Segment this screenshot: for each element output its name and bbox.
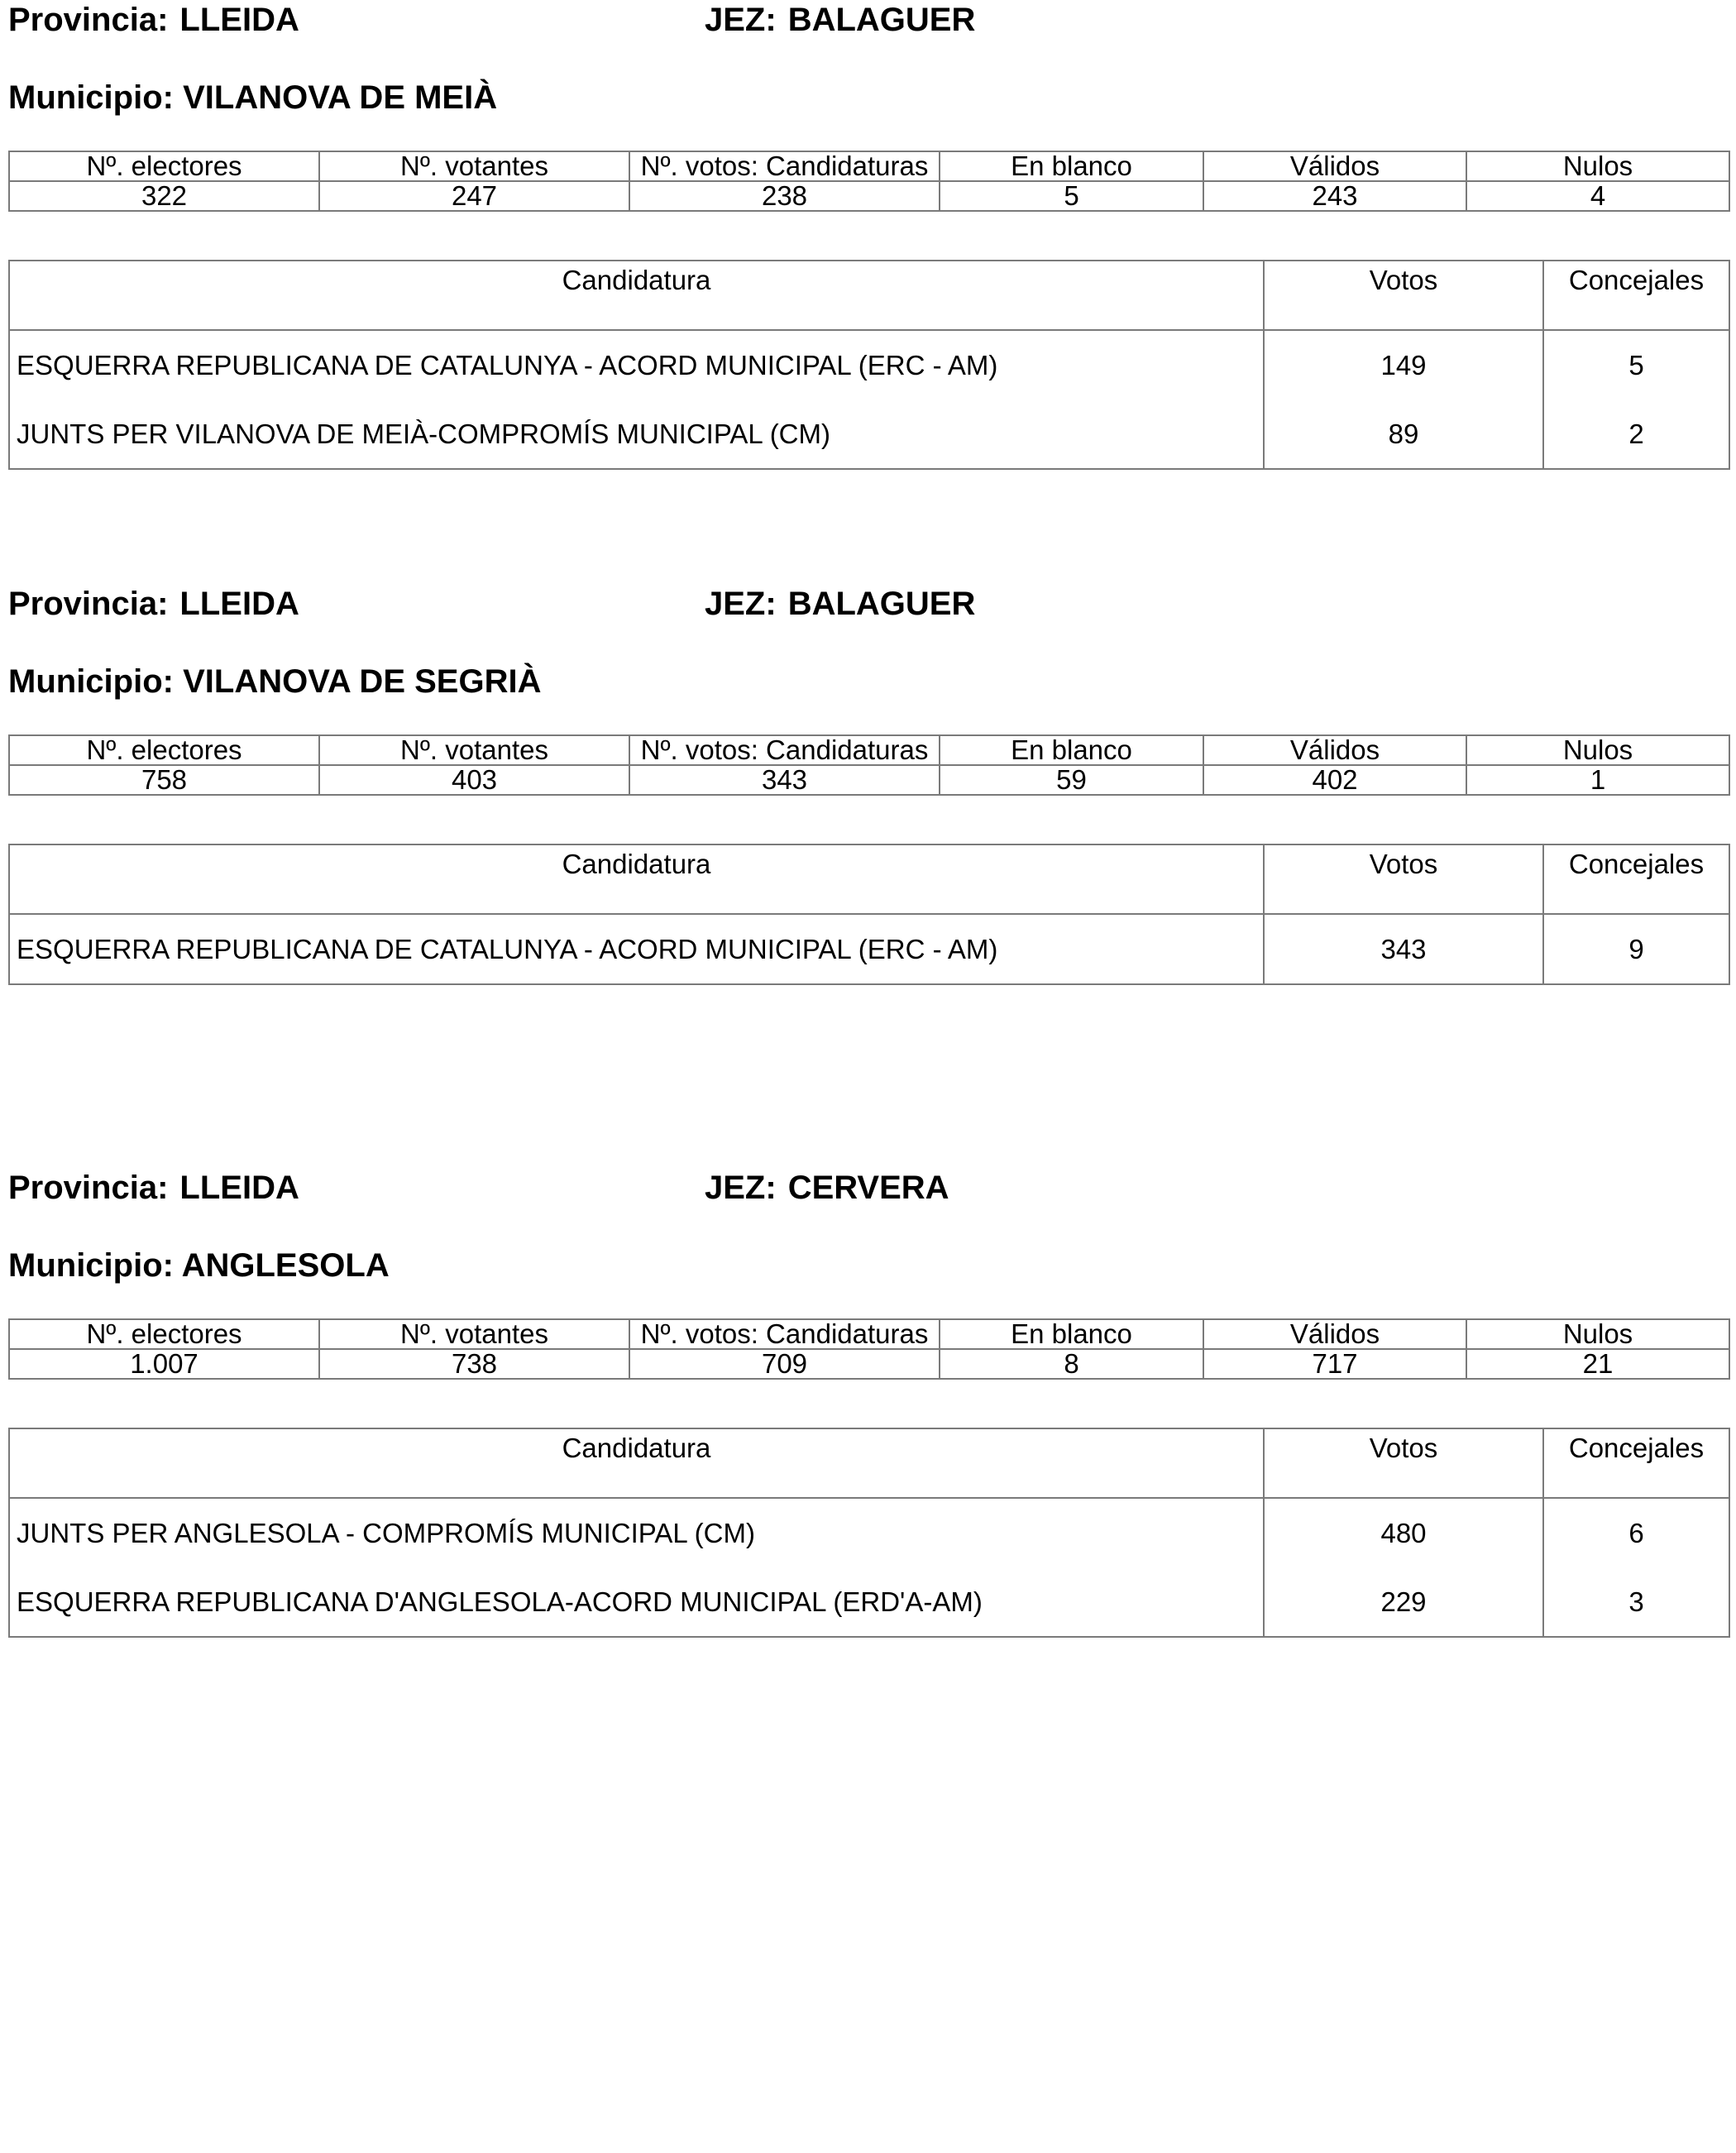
candidatura-header: Candidatura	[9, 1428, 1264, 1498]
jez-value: BALAGUER	[787, 586, 976, 622]
stats-value-votos-candidaturas: 238	[629, 181, 940, 211]
stats-header-validos: Válidos	[1203, 1319, 1466, 1349]
candidatura-votos: 343	[1264, 914, 1543, 984]
stats-value-nulos: 1	[1466, 765, 1729, 795]
candidatura-row	[9, 1567, 1729, 1637]
concejales-header: Concejales	[1543, 1428, 1729, 1498]
candidatura-concejales: 3	[1543, 1567, 1729, 1637]
stats-header-validos: Válidos	[1203, 151, 1466, 181]
stats-header-votantes: Nº. votantes	[319, 735, 629, 765]
stats-header-electores: Nº. electores	[9, 151, 319, 181]
stats-value-row	[9, 181, 1729, 211]
municipio-value: ANGLESOLA	[181, 1247, 390, 1284]
stats-value-en-blanco: 5	[940, 181, 1203, 211]
jez-label: JEZ:	[705, 586, 777, 622]
candidatura-concejales: 5	[1543, 330, 1729, 400]
stats-header-en-blanco: En blanco	[940, 1319, 1203, 1349]
stats-value-votantes: 738	[319, 1349, 629, 1379]
provincia-value: LLEIDA	[179, 2, 299, 38]
stats-header-row	[9, 735, 1729, 765]
candidatura-row	[9, 400, 1729, 469]
stats-value-row	[9, 765, 1729, 795]
candidatura-name: JUNTS PER ANGLESOLA - COMPROMÍS MUNICIPAL (CM)	[9, 1498, 1264, 1567]
candidatura-name: ESQUERRA REPUBLICANA DE CATALUNYA - ACORD MUNICIPAL (ERC - AM)	[9, 914, 1264, 984]
provincia-heading	[8, 584, 299, 624]
candidatura-row	[9, 330, 1729, 400]
jez-value: CERVERA	[787, 1170, 949, 1206]
candidatura-name: ESQUERRA REPUBLICANA D'ANGLESOLA-ACORD MUNICIPAL (ERD'A-AM)	[9, 1567, 1264, 1637]
candidaturas-table	[8, 844, 1730, 985]
stats-table	[8, 1318, 1730, 1380]
stats-value-votos-candidaturas: 343	[629, 765, 940, 795]
jez-label: JEZ:	[705, 1170, 777, 1206]
municipio-label: Municipio:	[8, 1247, 174, 1284]
candidatura-concejales: 6	[1543, 1498, 1729, 1567]
stats-header-validos: Válidos	[1203, 735, 1466, 765]
stats-table	[8, 151, 1730, 212]
stats-header-votantes: Nº. votantes	[319, 151, 629, 181]
stats-header-electores: Nº. electores	[9, 735, 319, 765]
candidaturas-header-row	[9, 844, 1729, 914]
concejales-header: Concejales	[1543, 844, 1729, 914]
candidaturas-header-row	[9, 1428, 1729, 1498]
stats-header-nulos: Nulos	[1466, 151, 1729, 181]
stats-value-en-blanco: 8	[940, 1349, 1203, 1379]
jez-heading	[705, 584, 975, 624]
municipio-heading	[8, 78, 497, 117]
stats-value-nulos: 21	[1466, 1349, 1729, 1379]
municipio-value: VILANOVA DE SEGRIÀ	[183, 663, 542, 700]
stats-value-validos: 243	[1203, 181, 1466, 211]
provincia-label: Provincia:	[8, 586, 169, 622]
candidaturas-table	[8, 1428, 1730, 1638]
stats-header-en-blanco: En blanco	[940, 151, 1203, 181]
candidatura-votos: 229	[1264, 1567, 1543, 1637]
stats-value-votantes: 403	[319, 765, 629, 795]
stats-header-en-blanco: En blanco	[940, 735, 1203, 765]
candidatura-header: Candidatura	[9, 844, 1264, 914]
stats-header-nulos: Nulos	[1466, 735, 1729, 765]
stats-table	[8, 734, 1730, 796]
stats-header-row	[9, 151, 1729, 181]
stats-value-votos-candidaturas: 709	[629, 1349, 940, 1379]
candidatura-votos: 480	[1264, 1498, 1543, 1567]
candidatura-votos: 149	[1264, 330, 1543, 400]
stats-value-electores: 322	[9, 181, 319, 211]
stats-value-validos: 717	[1203, 1349, 1466, 1379]
provincia-value: LLEIDA	[179, 1170, 299, 1206]
jez-heading	[705, 1168, 949, 1208]
municipio-value: VILANOVA DE MEIÀ	[183, 79, 498, 116]
jez-label: JEZ:	[705, 2, 777, 38]
jez-value: BALAGUER	[787, 2, 976, 38]
stats-value-electores: 1.007	[9, 1349, 319, 1379]
candidatura-name: JUNTS PER VILANOVA DE MEIÀ-COMPROMÍS MUNICIPAL (CM)	[9, 400, 1264, 469]
provincia-label: Provincia:	[8, 1170, 169, 1206]
provincia-label: Provincia:	[8, 2, 169, 38]
provincia-heading	[8, 1168, 299, 1208]
candidatura-header: Candidatura	[9, 261, 1264, 330]
stats-value-votantes: 247	[319, 181, 629, 211]
candidaturas-header-row	[9, 261, 1729, 330]
provincia-heading	[8, 0, 299, 40]
municipio-heading	[8, 1246, 390, 1285]
stats-value-row	[9, 1349, 1729, 1379]
candidatura-concejales: 9	[1543, 914, 1729, 984]
stats-value-en-blanco: 59	[940, 765, 1203, 795]
stats-value-validos: 402	[1203, 765, 1466, 795]
candidaturas-table	[8, 260, 1730, 470]
municipio-heading	[8, 662, 541, 701]
municipio-label: Municipio:	[8, 663, 174, 700]
votos-header: Votos	[1264, 844, 1543, 914]
concejales-header: Concejales	[1543, 261, 1729, 330]
stats-header-votos-candidaturas: Nº. votos: Candidaturas	[629, 1319, 940, 1349]
votos-header: Votos	[1264, 1428, 1543, 1498]
stats-header-votos-candidaturas: Nº. votos: Candidaturas	[629, 735, 940, 765]
candidatura-row	[9, 1498, 1729, 1567]
votos-header: Votos	[1264, 261, 1543, 330]
stats-header-electores: Nº. electores	[9, 1319, 319, 1349]
jez-heading	[705, 0, 975, 40]
candidatura-row	[9, 914, 1729, 984]
candidatura-concejales: 2	[1543, 400, 1729, 469]
municipio-label: Municipio:	[8, 79, 174, 116]
candidatura-votos: 89	[1264, 400, 1543, 469]
candidatura-name: ESQUERRA REPUBLICANA DE CATALUNYA - ACORD MUNICIPAL (ERC - AM)	[9, 330, 1264, 400]
stats-value-electores: 758	[9, 765, 319, 795]
stats-value-nulos: 4	[1466, 181, 1729, 211]
stats-header-votos-candidaturas: Nº. votos: Candidaturas	[629, 151, 940, 181]
provincia-value: LLEIDA	[179, 586, 299, 622]
stats-header-votantes: Nº. votantes	[319, 1319, 629, 1349]
stats-header-row	[9, 1319, 1729, 1349]
stats-header-nulos: Nulos	[1466, 1319, 1729, 1349]
